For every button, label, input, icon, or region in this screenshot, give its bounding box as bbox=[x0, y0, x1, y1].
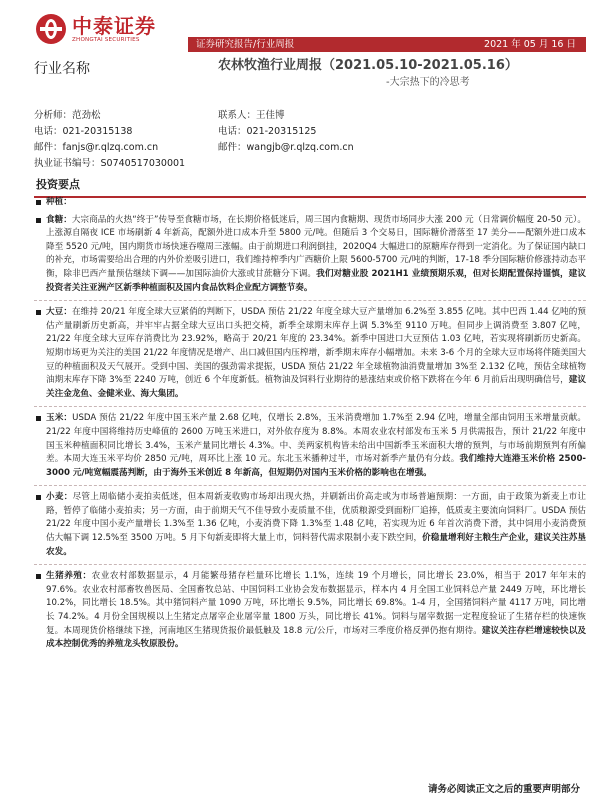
industry-label: 行业名称 bbox=[34, 61, 90, 77]
section-text: 在维持 20/21 年度全球大豆紧俏的判断下，USDA 预估 21/22 年度全球大豆产量增加 6.2%至 3.855 亿吨。其中巴西 1.44 亿吨的预估产量刷新历史新高，并牢牢占据全球大豆出口头把交椅，新季全球期末库存上调 5.3%至 9110 万吨。但同步上调消费至 3.807 亿吨，21/22 年度全球大豆库存消费比为 23.92%，略高于 20/21 年度的 23.34%。新季中国进口大豆预估 1.03 亿吨，若实现将刷新历史新高。短期市场更为关注的美国 21/22 年度情况是增产、出口减但国内压榨增，新季期末库存小幅增加。未来 3-6 个月的全球大豆市场将伴随美国大豆的种植面积及天气展开。受到中国、美国的强劲需求提振，USDA 预估 21/22 年全球植物油消费量增加 3%至 2.132 亿吨，预估全球植物油期末库存下降 3%至 2240 万吨，创近 6 个年度新低。植物油及饲料行业期待的悬涨结束或价格下跌将在今年 6 月前后出现明确信号， bbox=[46, 307, 586, 386]
section-wheat bbox=[34, 491, 586, 565]
section-header bbox=[34, 176, 586, 198]
footer-disclaimer: 请务必阅读正文之后的重要声明部分 bbox=[427, 784, 580, 795]
section-lead: 大豆： bbox=[46, 307, 73, 318]
section-text: USDA 预估 21/22 年度中国玉米产量 2.68 亿吨，仅增长 2.8%，玉米消费增加 1.7%至 2.94 亿吨，增量全部由饲用玉米增量贡献。21/22 年度中国将维持历史峰值的 2600 万吨玉米进口，对外依存度为 8.8%。本周农业农村部发布玉米 5 月供需报告，预计 21/22 年度中国玉米种植面积同比增长 3.4%，玉米产量同比增长 4.3%。中、美两家机构皆未给出中国新季玉米面积大增的预判，与市场前期预判有所偏差。本周大连玉米平均价 2850 元/吨，周环比上涨 10 元。东北玉米播种过半，市场对新季产量仍有分歧。 bbox=[46, 413, 586, 465]
analyst-info bbox=[34, 108, 185, 172]
section-planting bbox=[34, 196, 586, 210]
section-title: 投资要点 bbox=[36, 178, 80, 191]
section-livestock bbox=[34, 570, 586, 652]
logo-name-cn: 中泰证券 bbox=[72, 14, 156, 38]
analyst-name: 分析师：范劲松 bbox=[34, 110, 101, 121]
contact-info bbox=[218, 108, 354, 156]
section-lead: 食糖： bbox=[46, 214, 72, 225]
report-category: 证券研究报告/行业周报 bbox=[196, 39, 295, 50]
section-sugar bbox=[34, 214, 586, 302]
contact-phone: 电话：021-20315125 bbox=[218, 126, 317, 137]
section-lead: 种植： bbox=[46, 197, 72, 207]
section-conclusion: 我们维持大连港玉米价格 2500-3000 元/吨宽幅震荡判断，由于海外玉米创近 8 年新高，但短期仍对国内玉米价格的影响也在增强。 bbox=[46, 454, 586, 478]
section-soybean bbox=[34, 306, 586, 407]
section-lead: 小麦： bbox=[46, 492, 73, 503]
analyst-phone: 电话：021-20315138 bbox=[34, 126, 133, 137]
logo-name-en: ZHONGTAI SECURITIES bbox=[72, 37, 140, 43]
contact-name: 联系人：王佳博 bbox=[218, 110, 285, 121]
report-subtitle: -大宗热下的冷思考 bbox=[386, 77, 470, 88]
section-lead: 生猪养殖： bbox=[46, 571, 92, 582]
analyst-email[interactable]: 邮件：fanjs@r.qlzq.com.cn bbox=[34, 142, 159, 153]
section-conclusion: 建议关注存栏增速较快以及成本控制优秀的养殖龙头牧原股份。 bbox=[46, 625, 586, 650]
section-lead: 玉米： bbox=[46, 413, 73, 424]
report-body bbox=[34, 196, 586, 656]
contact-email[interactable]: 邮件：wangjb@r.qlzq.com.cn bbox=[218, 142, 354, 153]
section-conclusion: 我们对糖业股 2021H1 业绩预期乐观，但对长期配置保持谨慎，建议投资者关注亚洲产区新季种植面积及国内食品饮料企业配方调整节奏。 bbox=[46, 268, 586, 293]
section-text: 大宗商品的火热“终于”传导至食糖市场，在长期价格低迷后，周三国内食糖期、现货市场同步大涨 200 元（日常调价幅度 20-50 元）。上涨源自隔夜 ICE 市场刷新 4 年新高，配额外进口成本升至 5800 元/吨。但随后 3 个交易日，国际糖价滑落至 17 美分——配额外进口成本降至 5520 元/吨，国内期货市场快速吞噬周三涨幅。由于前期进口利润倒挂，2020Q4 大幅进口的原糖库存得到一定消化。为了保证国内缺口的补充，市场需要给出合理的内外价差吸引进口，我们维持榨季内广西糖价上限 5600-5700 元/吨的判断，17-18 季分国际糖价修涨持动态平衡，除非巴西产量预估继续下调——加国际油价大涨或甘蔗糖分下调。 bbox=[46, 214, 586, 279]
section-conclusion: 建议关注金龙鱼、金健米业、海大集团。 bbox=[46, 375, 586, 399]
section-corn bbox=[34, 412, 586, 486]
report-banner bbox=[188, 37, 586, 52]
report-date: 2021 年 05 月 16 日 bbox=[484, 39, 576, 50]
section-text: 农业农村部数据显示，4 月能繁母猪存栏量环比增长 1.1%，连续 19 个月增长，同比增长 23.0%，相当于 2017 年年末的 97.6%。农业农村部畜牧兽医局、全国畜牧总站、中国饲料工业协会发布数据显示，样本内 4 月全国工业饲料总产量 2449 万吨，环比增长 10.2%，同比增长 18.5%。其中猪饲料产量 1090 万吨，环比增长 9.5%，同比增长 69.8%。1-4 月，全国猪饲料产量 4117 万吨，同比增长 74.2%。4 月份全国规模以上生猪定点屠宰企业屠宰量 1800 万头，同比增长 41%。饲料与屠宰数据一定程度验证了生猪存栏的快速恢复。本周现货价格继续下挫，河南地区生猪现货报价最低触及 18.8 元/公斤，市场对三季度价格反弹仍抱有期待。 bbox=[46, 571, 586, 636]
report-title: 农林牧渔行业周报（2021.05.10-2021.05.16） bbox=[218, 58, 518, 73]
company-logo bbox=[36, 14, 156, 44]
analyst-cert: 执业证书编号：S0740517030001 bbox=[34, 158, 186, 169]
section-text: 尽管上周临储小麦拍卖低迷，但本周新麦收购市场却出现火热，并刷新出价高走或为市场普遍预期：一方面，由于政策为新麦上市让路，暂停了临储小麦拍卖；另一方面，由于前期天气不佳导致小麦质量不佳，优质粮源受到面粉厂追捧，低质麦主要流向饲料厂。USDA 预估 21/22 年度中国小麦产量增长 1.3%至 1.36 亿吨，小麦消费下降 1.3%至 1.48 亿吨，若实现为近 6 年首次消费下滑，其中饲用小麦消费预估大幅下调 12.5%至 3500 万吨。5 月下旬新麦即将大量上市，饲料替代需求限制小麦下跌空间， bbox=[46, 492, 586, 544]
section-conclusion: 价稳量增利好主粮生产企业，建议关注苏垦农发。 bbox=[46, 533, 586, 557]
logo-mark-icon bbox=[36, 14, 66, 44]
